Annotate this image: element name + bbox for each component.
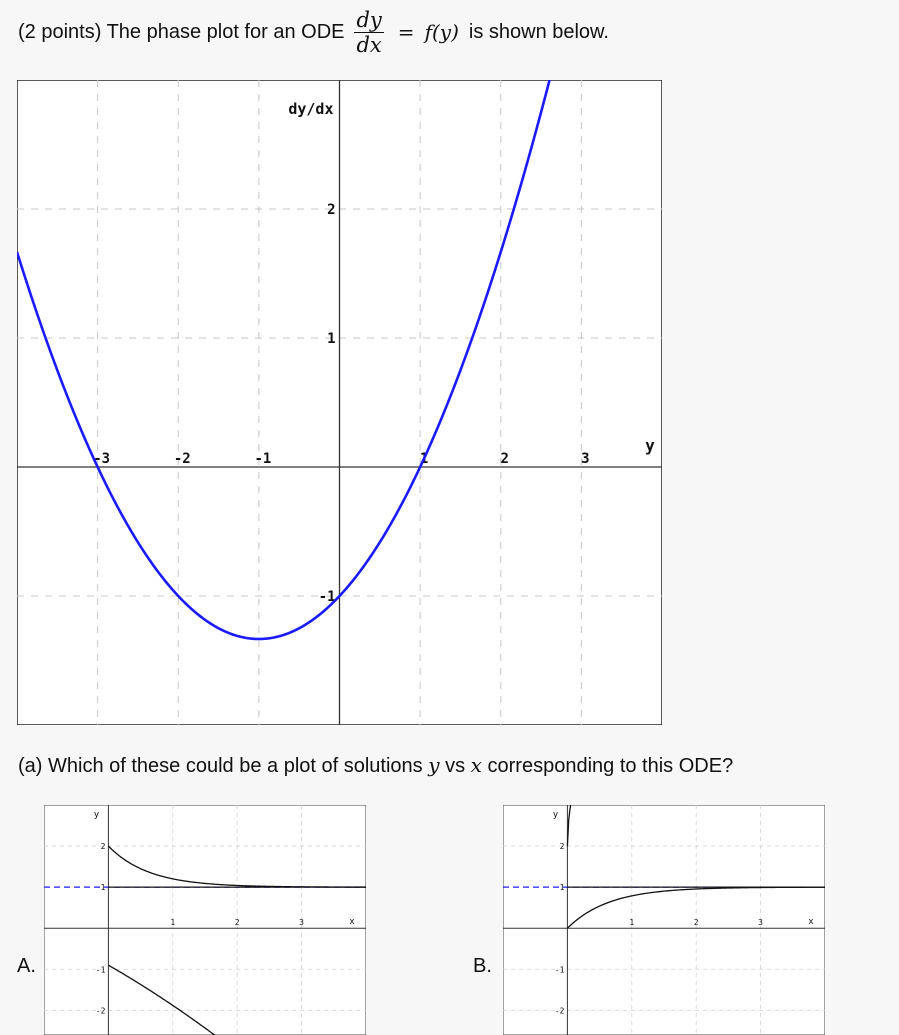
choice-b-plot[interactable] — [503, 805, 825, 1035]
x-tick-label: 1 — [629, 918, 635, 928]
part-a-text-1: (a) Which of these could be a plot of solutions — [18, 755, 423, 777]
choice-a-plot[interactable] — [44, 805, 366, 1035]
x-tick-label: -2 — [173, 451, 191, 467]
x-tick-label: 1 — [419, 451, 429, 467]
y-tick-label: -2 — [554, 1006, 565, 1016]
thumb-frame — [44, 805, 366, 1035]
x-axis-label: x — [808, 917, 814, 928]
y-tick-label: 2 — [100, 842, 106, 852]
equals-sign: = — [397, 20, 415, 44]
function-notation: f(y) — [424, 20, 459, 44]
y-tick-label: 2 — [559, 842, 565, 852]
x-axis-label: y — [645, 436, 655, 455]
y-tick-label: -2 — [95, 1006, 106, 1016]
fraction-denominator: dx — [356, 32, 382, 57]
part-a-text-2: corresponding to this ODE? — [487, 755, 734, 777]
y-tick-label: 1 — [100, 883, 106, 893]
x-tick-label: -3 — [93, 451, 111, 467]
fraction-numerator: dy — [356, 7, 382, 32]
question-header — [18, 0, 609, 64]
y-axis-label: y — [552, 810, 559, 820]
part-a-var-y: y — [428, 753, 440, 777]
y-tick-label: -1 — [554, 965, 565, 975]
phase-plot — [17, 80, 662, 725]
y-tick-label: 1 — [559, 883, 565, 893]
x-tick-label: 3 — [758, 918, 764, 928]
derivative-fraction — [354, 8, 383, 57]
y-axis-label: y — [93, 810, 100, 820]
y-axis-label: dy/dx — [288, 100, 334, 118]
x-tick-label: -1 — [254, 451, 272, 467]
thumb-frame — [503, 805, 825, 1035]
y-tick-label: 2 — [327, 202, 336, 218]
x-tick-label: 2 — [693, 918, 699, 928]
part-a-var-x: x — [470, 753, 482, 777]
question-prefix: (2 points) The phase plot for an ODE — [18, 20, 345, 43]
part-a-vs: vs — [445, 755, 466, 777]
question-suffix: is shown below. — [468, 20, 609, 43]
choice-a-label[interactable]: A. — [17, 955, 36, 977]
y-tick-label: -1 — [318, 589, 336, 605]
x-axis-label: x — [349, 917, 355, 928]
choice-b-label[interactable]: B. — [473, 955, 492, 977]
x-tick-label: 3 — [581, 451, 590, 467]
question-part-a — [18, 753, 733, 778]
x-tick-label: 3 — [299, 918, 305, 928]
x-tick-label: 1 — [170, 918, 176, 928]
x-tick-label: 2 — [234, 918, 240, 928]
y-tick-label: 1 — [327, 331, 336, 347]
x-tick-label: 2 — [500, 451, 509, 467]
y-tick-label: -1 — [95, 965, 106, 975]
